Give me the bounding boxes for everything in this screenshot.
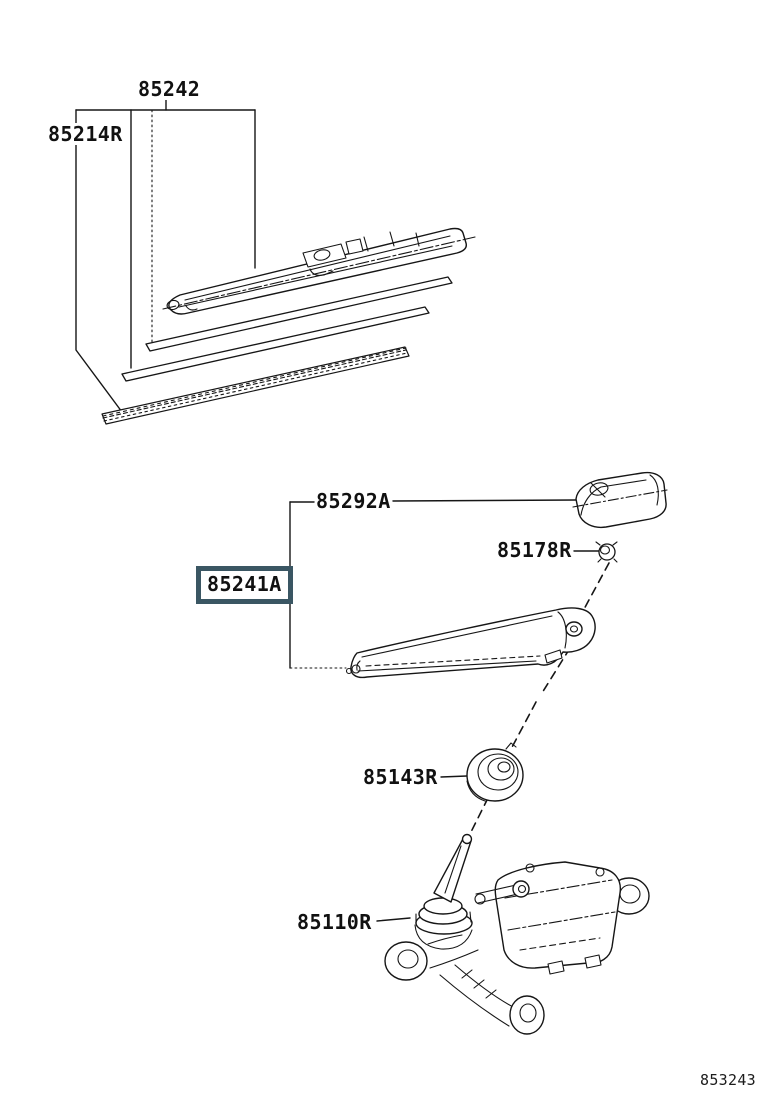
wiper-blade-drawing	[163, 229, 475, 315]
leader-85143R	[441, 776, 467, 777]
set-nut-drawing	[596, 542, 617, 562]
grommet-drawing	[467, 743, 523, 801]
part-label-85241A: 85241A	[207, 572, 282, 596]
figure-code: 853243	[700, 1071, 756, 1089]
arm-head-cap-drawing	[573, 473, 667, 528]
leader-85110R	[377, 918, 410, 921]
part-label-85292A[interactable]: 85292A	[316, 489, 391, 513]
part-label-85178R[interactable]: 85178R	[497, 538, 572, 562]
wiper-rubber-drawing	[102, 347, 409, 424]
part-label-85214R[interactable]: 85214R	[48, 122, 123, 146]
wiper-motor-drawing	[377, 835, 649, 1035]
part-label-85241A-highlight-box[interactable]	[196, 566, 293, 604]
part-label-85110R[interactable]: 85110R	[297, 910, 372, 934]
leader-85214R	[76, 110, 122, 412]
part-label-85143R[interactable]: 85143R	[363, 765, 438, 789]
part-label-85242[interactable]: 85242	[138, 77, 201, 101]
